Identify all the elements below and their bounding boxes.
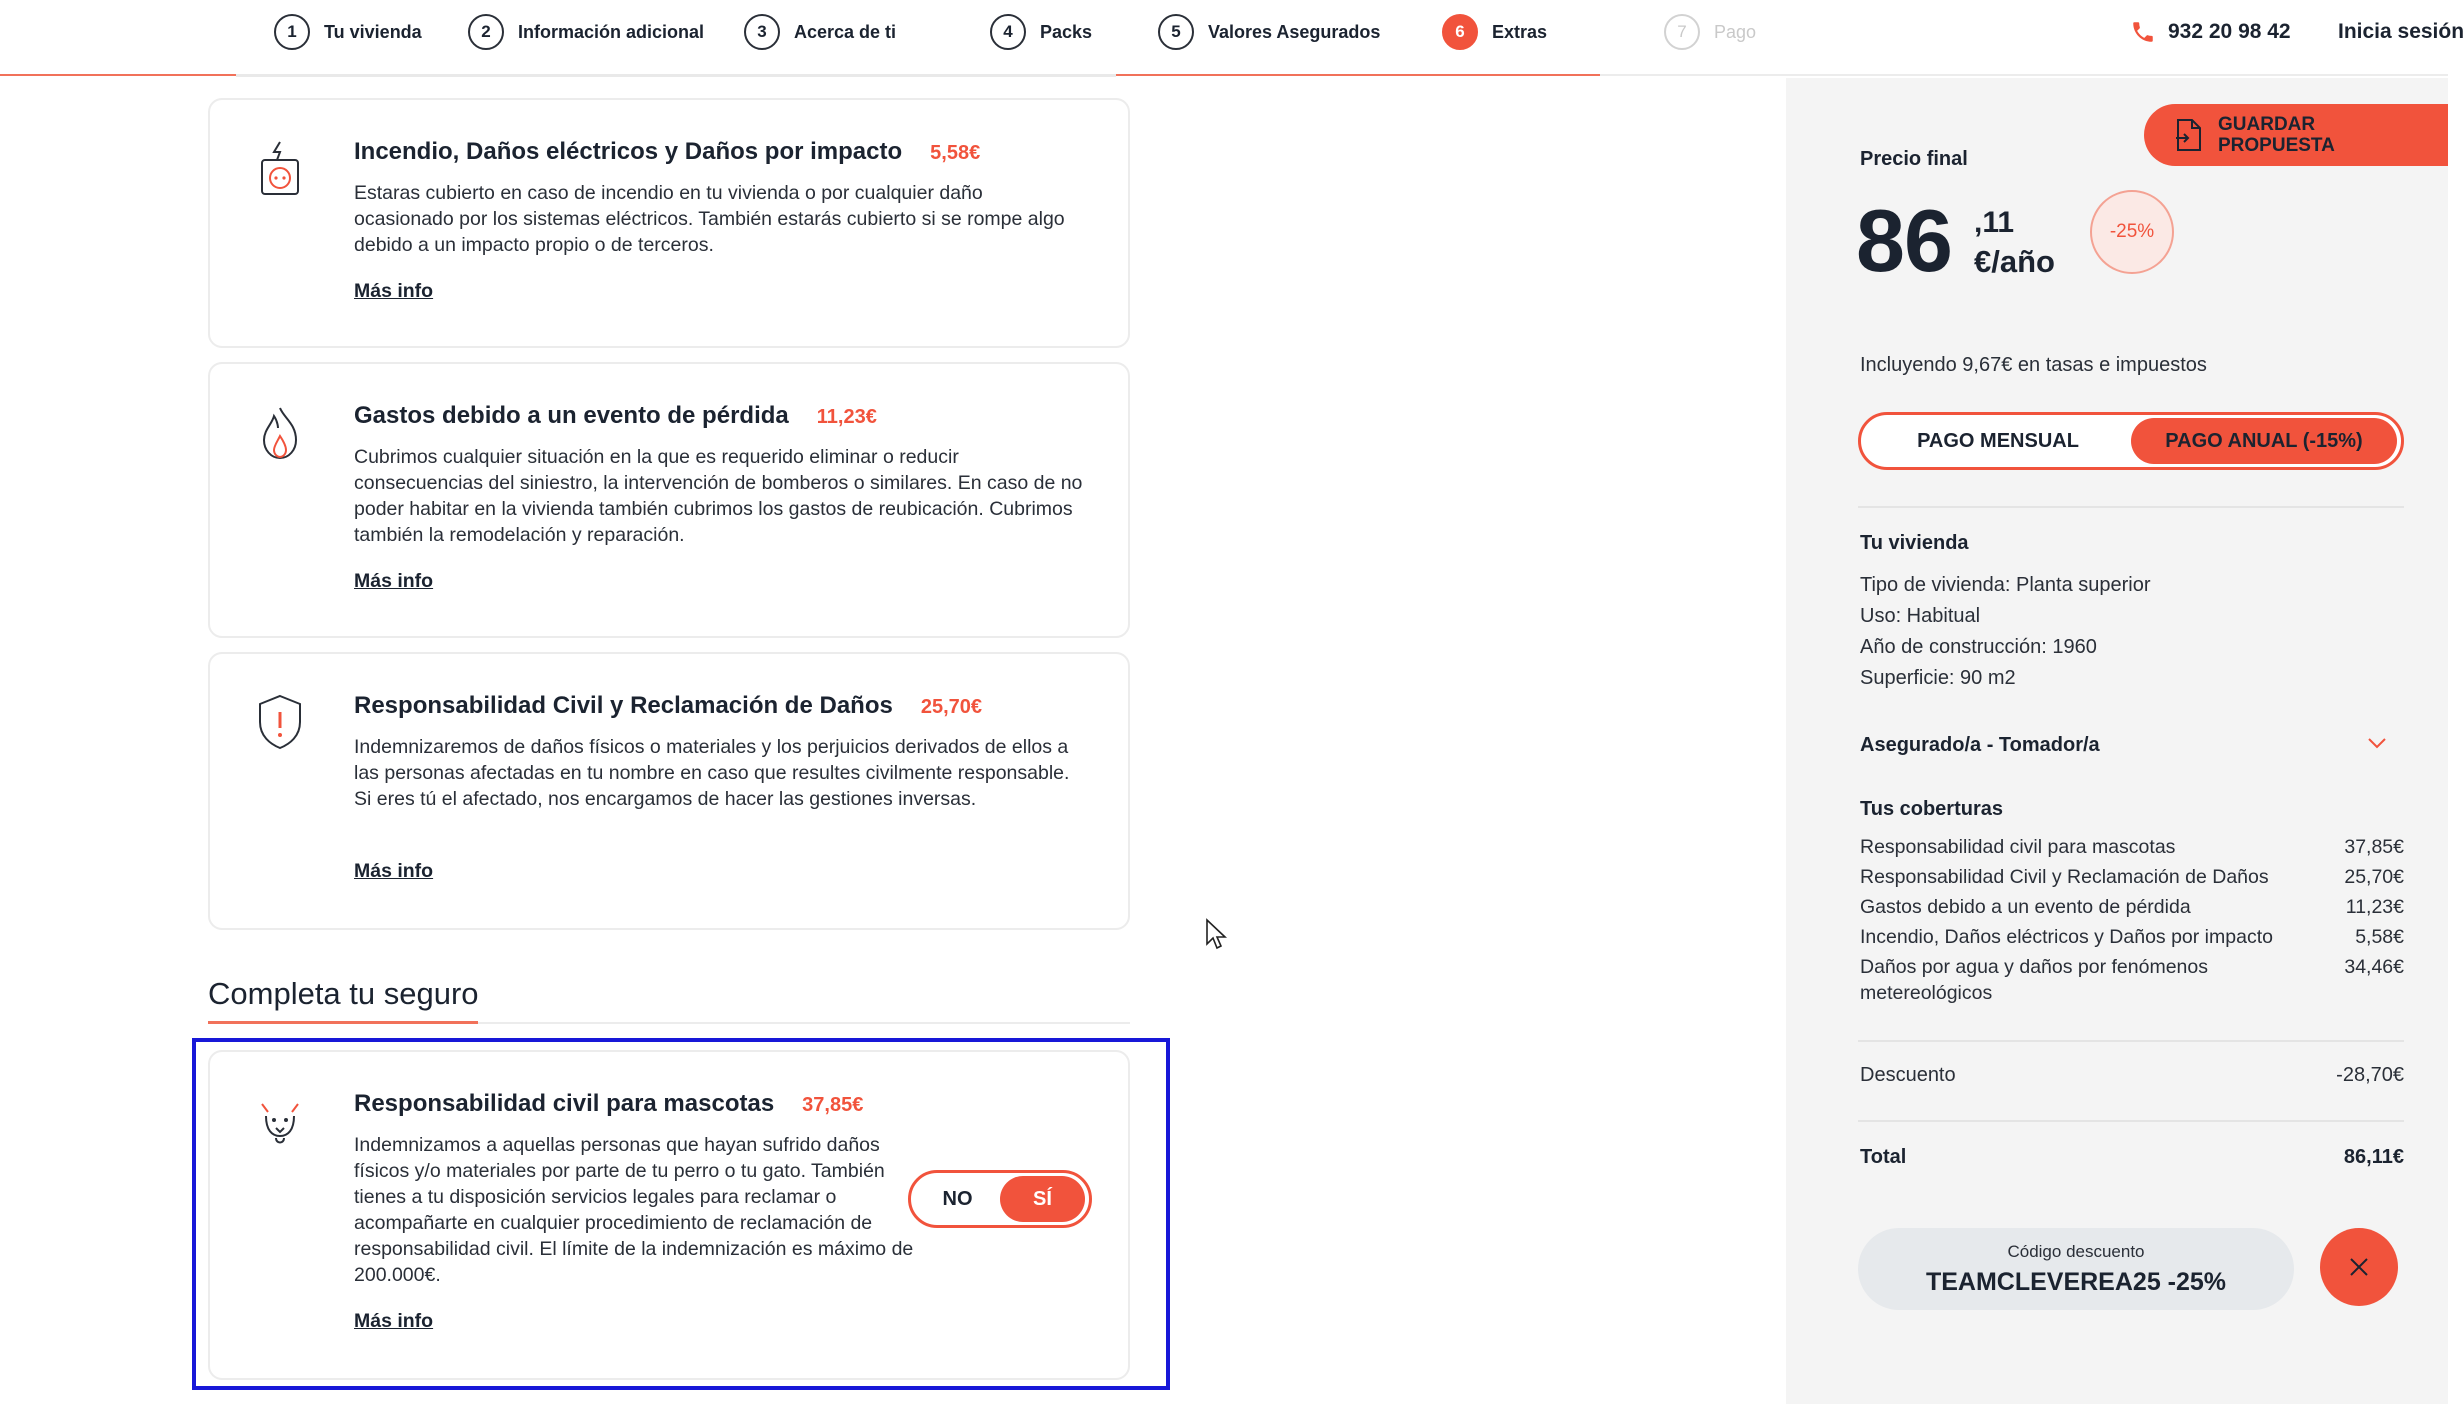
step-pago bbox=[1664, 14, 1756, 50]
divider bbox=[1858, 1120, 2404, 1122]
step-number: 3 bbox=[744, 14, 780, 50]
coverage-row bbox=[1860, 954, 2404, 1006]
final-price-label: Precio final bbox=[1860, 148, 1968, 170]
login-link[interactable]: Inicia sesión bbox=[2338, 20, 2464, 43]
step-number: 7 bbox=[1664, 14, 1700, 50]
stepper-progress-track bbox=[236, 74, 1116, 77]
coverage-row-name: Gastos debido a un evento de pérdida bbox=[1860, 896, 2191, 918]
pay-monthly-option[interactable]: PAGO MENSUAL bbox=[1917, 429, 2079, 452]
electric-plug-icon bbox=[254, 138, 306, 198]
coverage-title: Responsabilidad civil para mascotas bbox=[354, 1090, 775, 1117]
step-number: 2 bbox=[468, 14, 504, 50]
coverage-price: 37,85€ bbox=[802, 1094, 864, 1116]
coverage-row-name: Responsabilidad civil para mascotas bbox=[1860, 836, 2176, 858]
step-label: Extras bbox=[1492, 21, 1548, 42]
coverage-title: Gastos debido a un evento de pérdida bbox=[354, 402, 789, 429]
step-number: 5 bbox=[1158, 14, 1194, 50]
coverages-title: Tus coberturas bbox=[1860, 798, 2003, 820]
discount-code-pill bbox=[1858, 1228, 2294, 1310]
section-divider-accent bbox=[208, 1021, 478, 1024]
step-acerca-de-ti[interactable] bbox=[744, 14, 896, 50]
mouse-cursor-icon bbox=[1205, 918, 1229, 952]
home-detail: Uso: Habitual bbox=[1860, 605, 1981, 627]
home-detail: Año de construcción: 1960 bbox=[1860, 636, 2097, 658]
coverage-price: 25,70€ bbox=[920, 696, 982, 718]
coverage-price: 11,23€ bbox=[816, 406, 877, 428]
coverage-title-row bbox=[354, 692, 982, 720]
step-label: Información adicional bbox=[518, 21, 705, 42]
phone-icon bbox=[2130, 19, 2156, 45]
pay-annual-option[interactable]: PAGO ANUAL (-15%) bbox=[2131, 418, 2397, 464]
more-info-link[interactable]: Más info bbox=[354, 570, 434, 592]
coverage-card-incendio bbox=[208, 98, 1130, 348]
discount-code-label: Código descuento bbox=[2007, 1241, 2145, 1261]
coverage-row-value: 37,85€ bbox=[2344, 836, 2404, 858]
home-detail: Superficie: 90 m2 bbox=[1860, 667, 2016, 689]
step-packs[interactable] bbox=[990, 14, 1092, 50]
coverage-row-value: 25,70€ bbox=[2344, 866, 2404, 888]
coverage-title-row bbox=[354, 402, 877, 430]
coverage-description: Indemnizamos a aquellas personas que hayan sufrido daños físicos y/o materiales por parte de tu perro o tu gato. También tienes a tu disposición servicios legales para reclamar o acompañarte en cualquier procedimiento de reclamación de responsabilidad civil. El límite de la indemnización es máximo de 200.000€. bbox=[354, 1134, 914, 1286]
shield-alert-icon bbox=[254, 692, 306, 752]
step-valores-asegurados[interactable] bbox=[1158, 14, 1380, 50]
divider bbox=[1858, 506, 2404, 508]
coverage-row-name: Incendio, Daños eléctricos y Daños por impacto bbox=[1860, 926, 2273, 948]
coverage-description: Cubrimos cualquier situación en la que es requerido eliminar o reducir consecuencias del siniestro, la intervención de bomberos o similares. En caso de no poder habitar en la vivienda también cubrimos los gastos de reubicación. Cubrimos también la remodelación y reparación. bbox=[354, 446, 1083, 546]
phone-link[interactable] bbox=[2130, 14, 2291, 50]
document-export-icon bbox=[2174, 118, 2202, 152]
section-title: Completa tu seguro bbox=[208, 976, 479, 1011]
coverage-card-responsabilidad bbox=[208, 652, 1130, 930]
discount-badge: -25% bbox=[2090, 190, 2174, 274]
coverage-row bbox=[1860, 894, 2404, 920]
step-informacion-adicional[interactable] bbox=[468, 14, 704, 50]
toggle-no-option[interactable]: NO bbox=[942, 1187, 973, 1210]
more-info-link[interactable]: Más info bbox=[354, 280, 434, 302]
coverage-title-row bbox=[354, 138, 980, 166]
divider bbox=[1858, 1040, 2404, 1042]
step-label: Pago bbox=[1714, 21, 1757, 42]
step-number: 4 bbox=[990, 14, 1026, 50]
step-number: 1 bbox=[274, 14, 310, 50]
taxes-note: Incluyendo 9,67€ en tasas e impuestos bbox=[1860, 354, 2207, 376]
save-proposal-button[interactable] bbox=[2144, 104, 2448, 166]
coverage-row-value: 5,58€ bbox=[2355, 926, 2404, 948]
price-integer: 86 bbox=[1856, 191, 1952, 290]
price-unit: €/año bbox=[1974, 244, 2055, 279]
step-label: Packs bbox=[1040, 21, 1093, 42]
home-title: Tu vivienda bbox=[1860, 532, 1969, 554]
coverage-title: Incendio, Daños eléctricos y Daños por impacto bbox=[354, 138, 903, 165]
toggle-yes-option[interactable]: SÍ bbox=[1000, 1176, 1085, 1222]
discount-value: -28,70€ bbox=[2336, 1064, 2404, 1086]
more-info-link[interactable]: Más info bbox=[354, 860, 434, 882]
step-label: Tu vivienda bbox=[324, 21, 422, 42]
fire-icon bbox=[254, 402, 306, 462]
coverage-description: Estaras cubierto en caso de incendio en tu vivienda o por cualquier daño ocasionado por los sistemas eléctricos. También estarás cubierto si se rompe algo debido a un impacto propio o de terceros. bbox=[354, 182, 1065, 256]
chevron-down-icon[interactable] bbox=[2366, 736, 2388, 750]
more-info-link[interactable]: Más info bbox=[354, 1310, 434, 1332]
step-label: Acerca de ti bbox=[794, 21, 897, 42]
total-label: Total bbox=[1860, 1146, 1907, 1168]
phone-number: 932 20 98 42 bbox=[2168, 20, 2291, 43]
coverage-row-value: 11,23€ bbox=[2345, 896, 2404, 918]
price-decimal: ,11 bbox=[1974, 206, 2015, 239]
remove-discount-button[interactable] bbox=[2320, 1228, 2398, 1306]
step-number: 6 bbox=[1442, 14, 1478, 50]
save-proposal-label: GUARDAR PROPUESTA bbox=[2218, 114, 2335, 156]
total-value: 86,11€ bbox=[2343, 1146, 2404, 1168]
discount-code-value: TEAMCLEVEREA25 -25% bbox=[1925, 1267, 2227, 1296]
step-label: Valores Asegurados bbox=[1208, 21, 1381, 42]
coverage-row bbox=[1860, 924, 2404, 950]
coverage-description: Indemnizaremos de daños físicos o materiales y los perjuicios derivados de ellos a las personas afectadas en tu nombre en caso que resultes civilmente responsable. Si eres tú el afectado, nos encargamos de hacer las gestiones inversas. bbox=[354, 736, 1070, 810]
total-row bbox=[1860, 1146, 2404, 1169]
step-tu-vivienda[interactable] bbox=[274, 14, 422, 50]
coverage-row bbox=[1860, 864, 2404, 890]
highlight-box bbox=[192, 1038, 1170, 1390]
coverage-row-name: Daños por agua y daños por fenómenos metereológicos bbox=[1860, 956, 2208, 1004]
coverage-title: Responsabilidad Civil y Reclamación de Daños bbox=[354, 692, 893, 719]
close-icon bbox=[2348, 1256, 2370, 1278]
payment-frequency-toggle[interactable] bbox=[1858, 412, 2404, 470]
discount-row bbox=[1860, 1064, 2404, 1087]
coverage-price: 5,58€ bbox=[930, 142, 981, 164]
home-detail: Tipo de vivienda: Planta superior bbox=[1860, 574, 2151, 596]
coverage-row-value: 34,46€ bbox=[2344, 956, 2404, 978]
step-extras[interactable] bbox=[1442, 14, 1547, 50]
insured-section-toggle[interactable]: Asegurado/a - Tomador/a bbox=[1860, 734, 2100, 756]
coverage-row bbox=[1860, 834, 2404, 860]
coverage-card-gastos bbox=[208, 362, 1130, 638]
coverage-row-name: Responsabilidad Civil y Reclamación de Daños bbox=[1860, 866, 2269, 888]
discount-label: Descuento bbox=[1860, 1064, 1956, 1086]
